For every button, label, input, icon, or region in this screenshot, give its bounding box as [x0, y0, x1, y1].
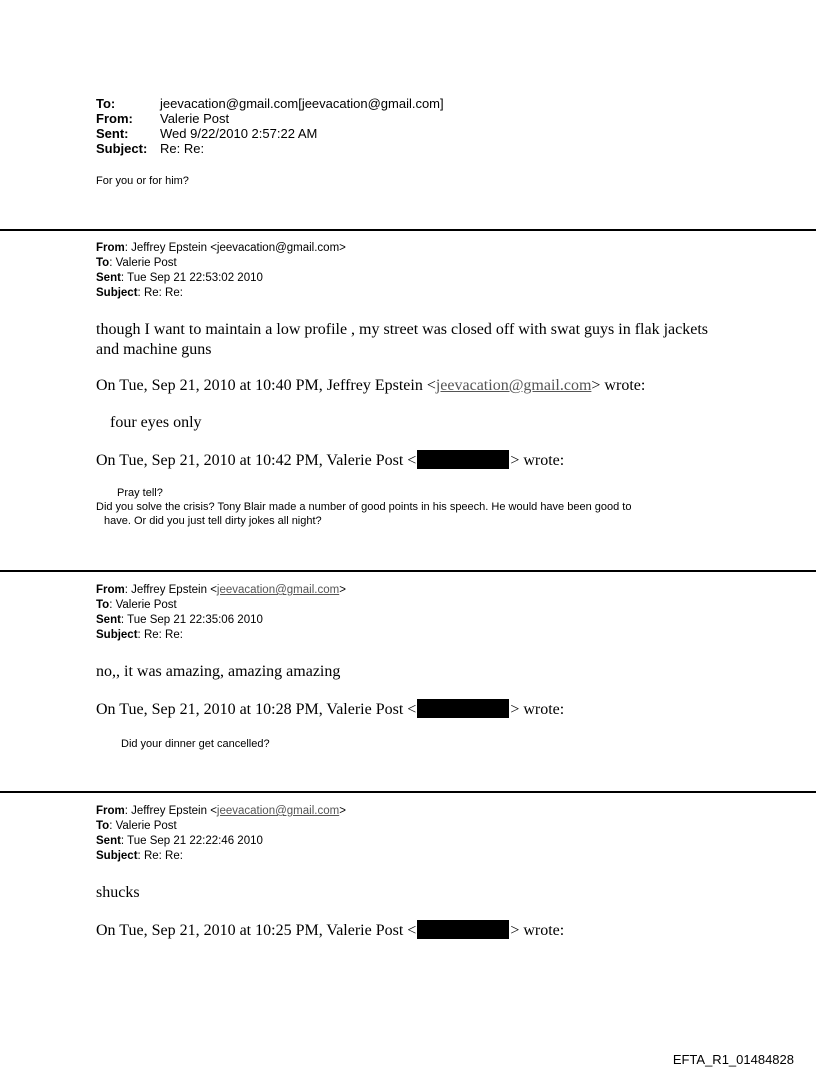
email-header [96, 96, 444, 156]
from-label: From: [96, 111, 133, 126]
from-value: Jeffrey Epstein <jeevacation@gmail.com> [131, 242, 346, 254]
subject-label: Subject [96, 287, 138, 299]
to-value: jeevacation@gmail.com[jeevacation@gmail.com] [160, 96, 444, 111]
subject-label: Subject: [96, 141, 148, 156]
from-value: > [339, 584, 346, 596]
sent-label: Sent [96, 835, 121, 847]
message-body [96, 320, 708, 360]
to-value: Valerie Post [115, 820, 177, 832]
attribution-text: On Tue, Sep 21, 2010 at 10:40 PM, Jeffrey Epstein < [96, 377, 436, 394]
body-line: and machine guns [96, 341, 212, 358]
message-meta: From: Jeffrey Epstein <jeevacation@gmail.com> To: Valerie Post Sent: Tue Sep 21 22:22:46 2010 Subject: Re: Re: [96, 805, 346, 862]
to-label: To: [96, 96, 116, 111]
sent-value: Tue Sep 21 22:53:02 2010 [127, 272, 263, 284]
from-value: Valerie Post [160, 111, 230, 126]
message-body: no,, it was amazing, amazing amazing [96, 663, 341, 680]
body-line: though I want to maintain a low profile , my street was closed off with swat guys in flak jackets [96, 321, 709, 338]
sent-label: Sent [96, 272, 121, 284]
divider [0, 229, 816, 231]
quote-attribution [96, 376, 645, 396]
from-label: From [96, 242, 125, 254]
subject-label: Subject [96, 850, 138, 862]
attribution-text: > wrote: [591, 377, 646, 394]
from-row [96, 111, 444, 126]
subject-value: Re: Re: [160, 141, 205, 156]
quote-attribution [96, 450, 564, 471]
to-value: Valerie Post [115, 257, 177, 269]
subject-label: Subject [96, 629, 138, 641]
to-label: To [96, 257, 110, 269]
subject-value: Re: Re: [143, 850, 183, 862]
quote-line: Did you solve the crisis? Tony Blair made a number of good points in his speech. He would have been good to [96, 501, 632, 513]
redaction-block [417, 920, 509, 939]
sent-value: Wed 9/22/2010 2:57:22 AM [160, 126, 318, 141]
sent-row [96, 126, 444, 141]
attribution-text: > wrote: [510, 452, 565, 469]
header-body: For you or for him? [96, 175, 189, 187]
divider [0, 570, 816, 572]
quote-attribution [96, 699, 564, 720]
quoted-body [96, 486, 631, 528]
message-meta: From: Jeffrey Epstein <jeevacation@gmail.com> To: Valerie Post Sent: Tue Sep 21 22:53:02 2010 Subject: Re: Re: [96, 242, 346, 299]
message-body: shucks [96, 884, 140, 901]
redaction-block [417, 699, 509, 718]
from-label: From [96, 584, 125, 596]
to-label: To [96, 599, 110, 611]
sent-value: Tue Sep 21 22:35:06 2010 [127, 614, 263, 626]
from-value: Jeffrey Epstein < [131, 584, 217, 596]
from-value: Jeffrey Epstein < [131, 805, 217, 817]
quoted-body: four eyes only [110, 414, 202, 431]
sent-label: Sent [96, 614, 121, 626]
subject-value: Re: Re: [143, 629, 183, 641]
email-link[interactable]: jeevacation@gmail.com [216, 805, 340, 817]
from-value: > [339, 805, 346, 817]
attribution-text: > wrote: [510, 922, 565, 939]
subject-row [96, 141, 444, 156]
attribution-text: > wrote: [510, 701, 565, 718]
sent-value: Tue Sep 21 22:22:46 2010 [127, 835, 263, 847]
quote-line: have. Or did you just tell dirty jokes all night? [104, 515, 322, 527]
sent-label: Sent: [96, 126, 129, 141]
email-link[interactable]: jeevacation@gmail.com [216, 584, 340, 596]
bates-number: EFTA_R1_01484828 [672, 1052, 794, 1067]
quote-line: Pray tell? [117, 487, 163, 499]
attribution-text: On Tue, Sep 21, 2010 at 10:28 PM, Valerie Post < [96, 701, 417, 718]
email-link[interactable]: jeevacation@gmail.com [435, 377, 592, 394]
attribution-text: On Tue, Sep 21, 2010 at 10:42 PM, Valerie Post < [96, 452, 417, 469]
redaction-block [417, 450, 509, 469]
divider [0, 791, 816, 793]
from-label: From [96, 805, 125, 817]
quoted-body: Did your dinner get cancelled? [121, 738, 270, 750]
to-label: To [96, 820, 110, 832]
quote-attribution [96, 920, 564, 941]
message-meta: From: Jeffrey Epstein <jeevacation@gmail.com> To: Valerie Post Sent: Tue Sep 21 22:35:06 2010 Subject: Re: Re: [96, 584, 346, 641]
to-row [96, 96, 444, 111]
subject-value: Re: Re: [143, 287, 183, 299]
attribution-text: On Tue, Sep 21, 2010 at 10:25 PM, Valerie Post < [96, 922, 417, 939]
to-value: Valerie Post [115, 599, 177, 611]
